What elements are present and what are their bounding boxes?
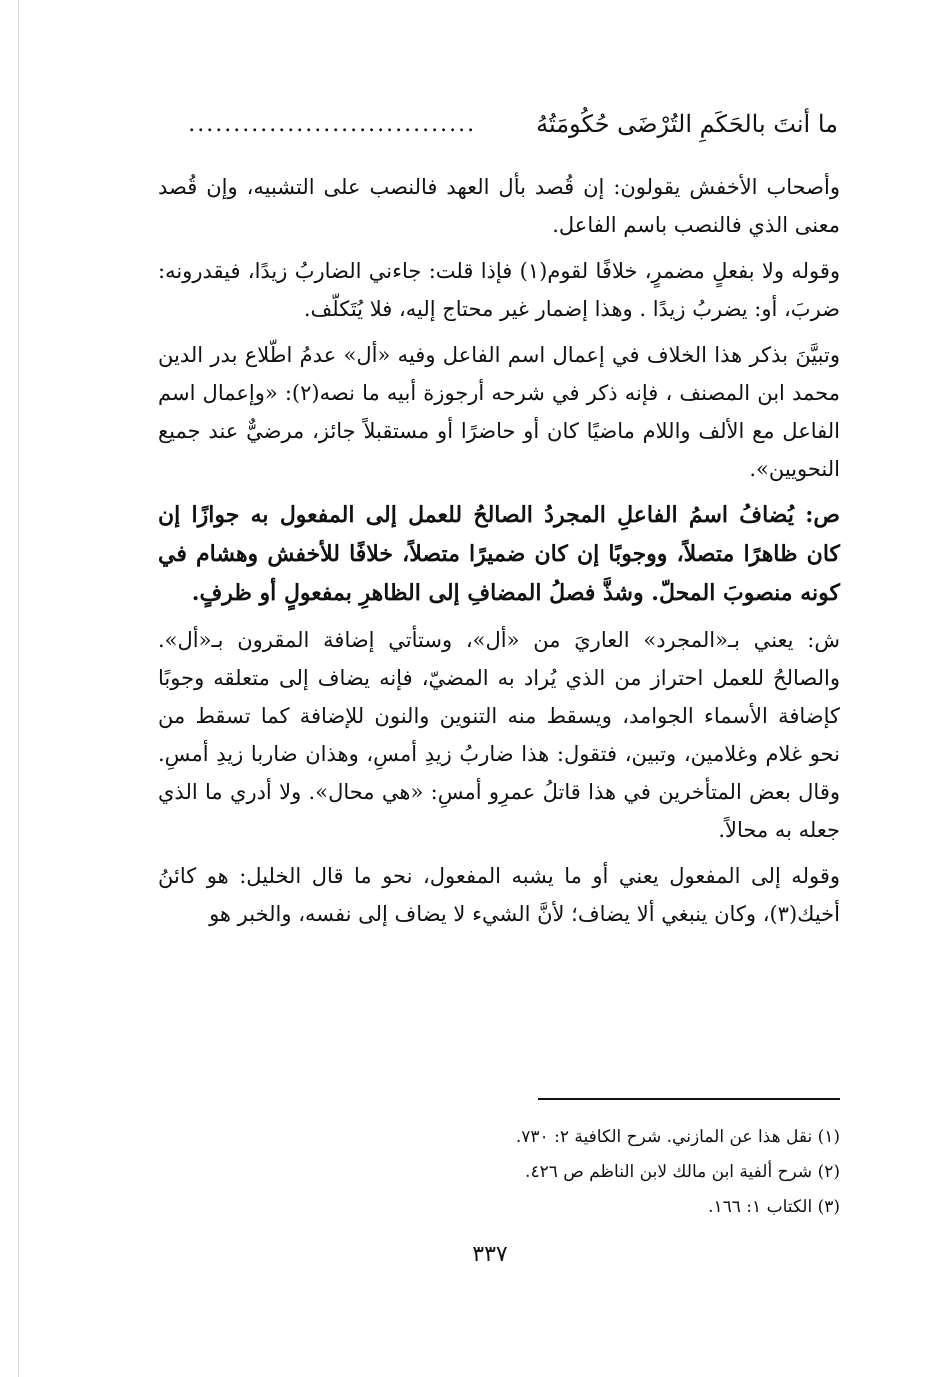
paragraph-matn: ص: يُضافُ اسمُ الفاعلِ المجردُ الصالحُ للعمل إلى المفعول به جوازًا إن كان ظاهرًا متصلاً، ووجوبًا إن كان ضميرًا متصلاً، خلافًا للأخفش وهشام في كونه منصوبَ المحلّ. وشذَّ فصلُ المضافِ إلى الظاهرِ بمفعولٍ أو ظرفٍ. — [158, 502, 840, 606]
verse-hemistich: ما أنتَ بالحَكَمِ التُرْضَى حُكُومَتُهُ — [536, 110, 838, 138]
paragraph-akhfash: وأصحاب الأخفش يقولون: إن قُصد بأل العهد فالنصب على التشبيه، وإن قُصد معنى الذي فالنصب باسم الفاعل. — [158, 175, 840, 237]
verse-dots: ................................ — [188, 111, 477, 137]
body-text — [158, 168, 840, 941]
footnotes — [300, 1120, 840, 1225]
paragraph-to-object: وقوله إلى المفعول يعني أو ما يشبه المفعول، نحو ما قال الخليل: هو كائنُ أخيك(٣)، وكان ينبغي ألا يضاف؛ لأنَّ الشيء لا يضاف إلى نفسه، والخبر هو — [158, 864, 840, 926]
verse-header — [188, 102, 838, 146]
paragraph-sharh: ش: يعني بـ«المجرد» العاريَ من «أل»، وستأتي إضافة المقرون بـ«أل». والصالحُ للعمل احتراز من الذي يُراد به المضيّ، فإنه يضاف إلى متعلقه وجوبًا كإضافة الأسماء الجوامد، ويسقط منه التنوين والنون للإضافة كما تسقط من نحو غلام وغلامين، وتبين، فتقول: هذا ضاربُ زيدِ أمسِ، وهذان ضاربا زيدِ أمسِ. وقال بعض المتأخرين في هذا قاتلُ عمرِو أمسِ: «هي محال». ولا أدري ما الذي جعله به محالاً. — [158, 628, 840, 842]
footnote-3: (٣) الكتاب ١: ١٦٦. — [708, 1197, 840, 1217]
page-number: ٣٣٧ — [472, 1242, 508, 1267]
paragraph-implied-verb: وقوله ولا بفعلٍ مضمرٍ، خلافًا لقوم(١) فإذا قلت: جاءني الضاربُ زيدًا، فيقدرونه: ضربَ، أو: يضربُ زيدًا . وهذا إضمار غير محتاج إليه، فلا يُتَكلّف. — [158, 259, 840, 321]
footnote-divider — [538, 1098, 840, 1100]
footnote-2: (٢) شرح ألفية ابن مالك لابن الناظم ص ٤٢٦. — [525, 1162, 840, 1182]
footnote-1: (١) نقل هذا عن المازني. شرح الكافية ٢: ٧٣٠. — [515, 1127, 840, 1147]
page-edge-line — [18, 0, 19, 1377]
paragraph-badr-al-din: وتبيَّنَ بذكر هذا الخلاف في إعمال اسم الفاعل وفيه «أل» عدمُ اطّلاع بدر الدين محمد ابن المصنف ، فإنه ذكر في شرحه أرجوزة أبيه ما نصه(٢): «وإعمال اسم الفاعل مع الألف واللام ماضيًا كان أو حاضرًا أو مستقبلاً جائز، مرضيٌّ عند جميع النحويين». — [158, 343, 840, 481]
